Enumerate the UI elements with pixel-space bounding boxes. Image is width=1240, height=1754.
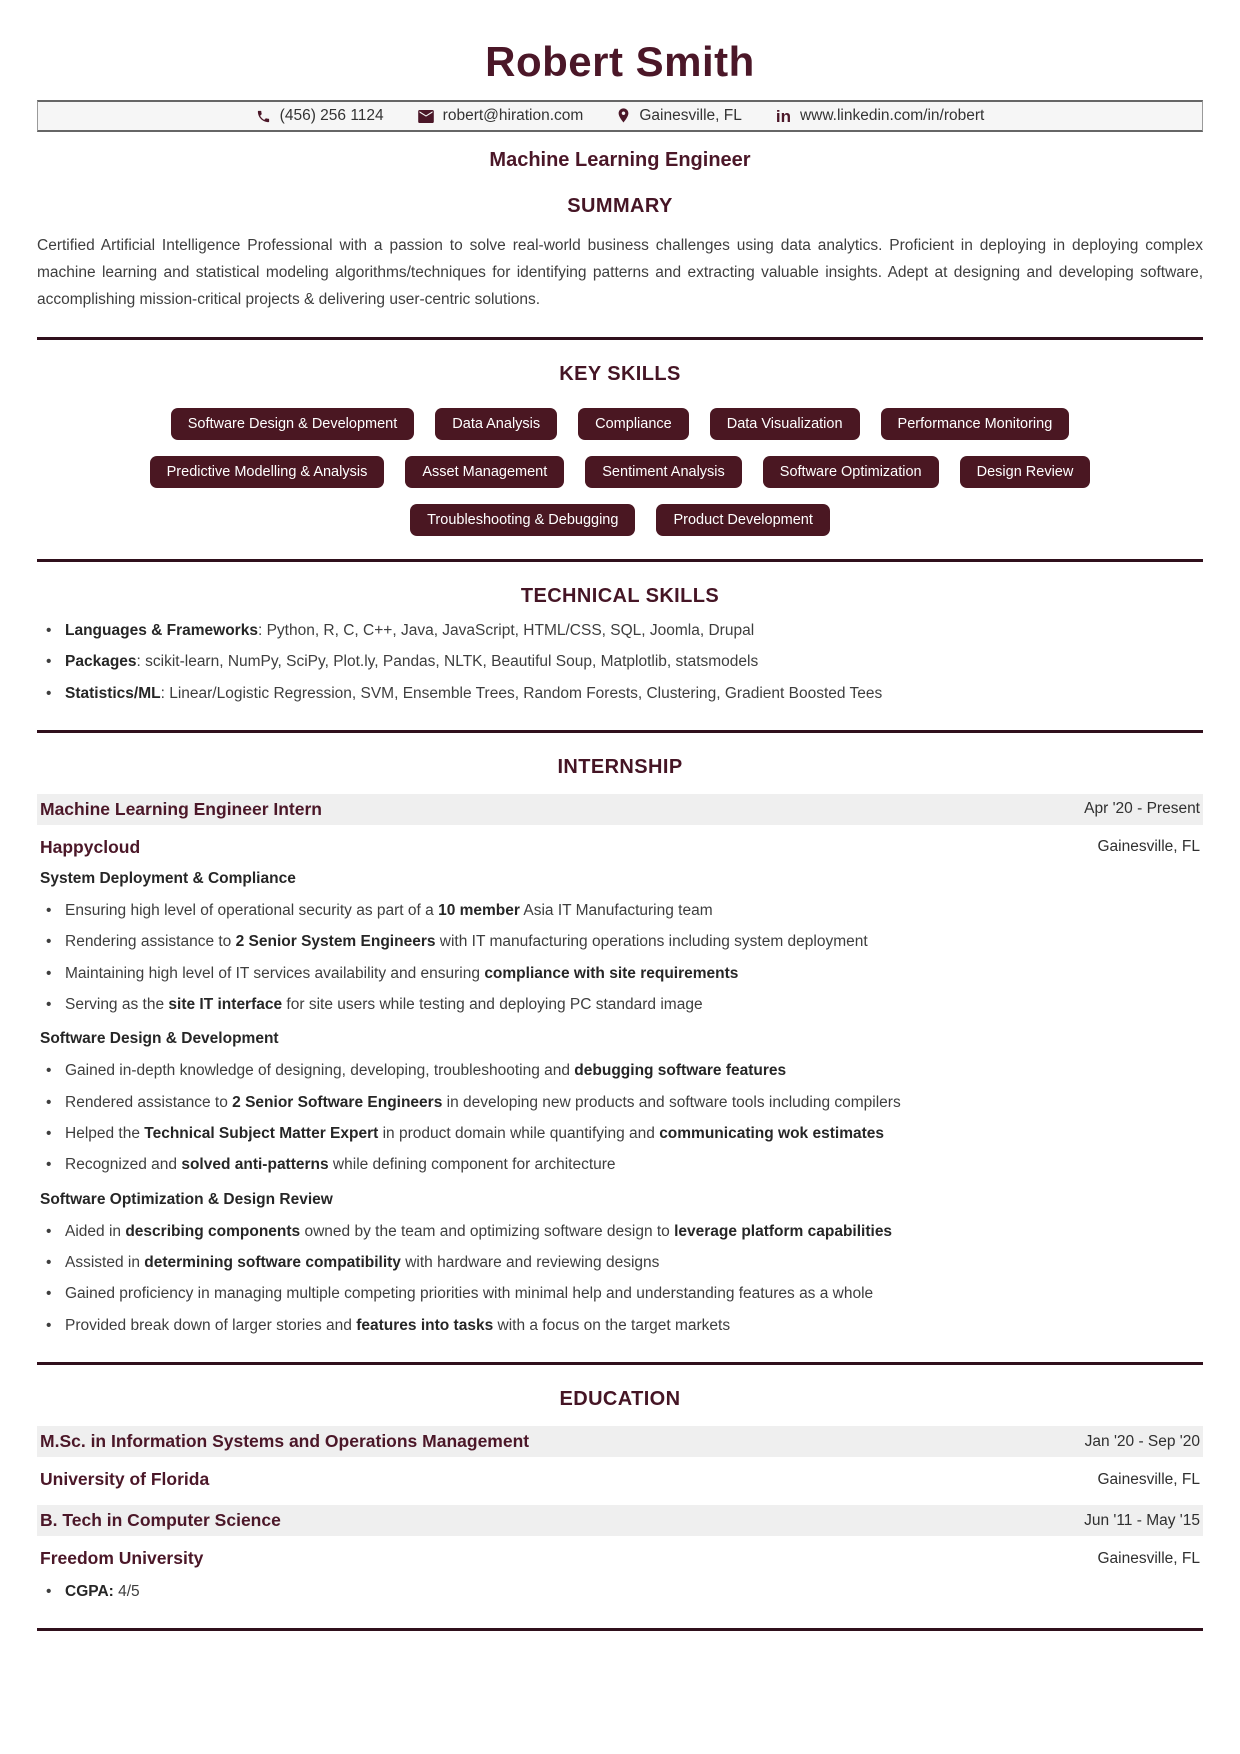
contact-email	[418, 107, 584, 125]
skill-pill: Data Analysis	[435, 408, 557, 440]
technical-skill-item	[37, 649, 1203, 675]
bullet-text: Recognized and solved anti-patterns while defining component for architecture	[65, 1156, 616, 1174]
bullet-text: Ensuring high level of operational security as part of a 10 member Asia IT Manufacturing team	[65, 901, 713, 919]
education-dates: Jan '20 - Sep '20	[1084, 1432, 1200, 1450]
education-school-row	[37, 1469, 1203, 1490]
bullet-text: Helped the Technical Subject Matter Expert in product domain while quantifying and communicating wok estimates	[65, 1125, 884, 1142]
skill-pill: Product Development	[656, 504, 829, 536]
technical-skill-text: Statistics/ML: Linear/Logistic Regression, SVM, Ensemble Trees, Random Forests, Clustering, Gradient Boosted Tees	[65, 684, 883, 702]
contact-email-text: robert@hiration.com	[442, 107, 584, 124]
contact-phone-text: (456) 256 1124	[279, 107, 384, 124]
technical-skill-item	[37, 681, 1203, 707]
contact-phone	[256, 107, 384, 125]
phone-icon	[256, 109, 271, 124]
job-title: Machine Learning Engineer	[489, 149, 751, 171]
bullet-text: Rendering assistance to 2 Senior System Engineers with IT manufacturing operations including system deployment	[65, 933, 868, 951]
location-pin-icon	[617, 108, 630, 124]
envelope-icon	[418, 110, 434, 123]
cgpa-item	[37, 1579, 1203, 1605]
linkedin-icon: in	[775, 106, 791, 126]
bullet-item	[37, 1121, 1203, 1147]
skill-pill: Design Review	[960, 456, 1091, 488]
bullet-item	[37, 898, 1203, 924]
internship-group-bullets-2	[37, 1058, 1203, 1178]
key-skills-row-2	[37, 456, 1203, 488]
skill-pill: Predictive Modelling & Analysis	[150, 456, 385, 488]
contact-linkedin-text: www.linkedin.com/in/robert	[799, 107, 985, 124]
internship-role: Machine Learning Engineer Intern	[40, 798, 322, 819]
section-divider	[37, 337, 1203, 340]
technical-skills-list	[37, 618, 1203, 707]
contact-linkedin	[776, 107, 984, 125]
education-degree-row	[37, 1426, 1203, 1457]
technical-skills-section-heading: TECHNICAL SKILLS	[520, 584, 720, 607]
bullet-item	[37, 1313, 1203, 1339]
bullet-text: Rendered assistance to 2 Senior Software Engineers in developing new products and software tools including compilers	[65, 1093, 901, 1111]
bullet-text: Gained in-depth knowledge of designing, developing, troubleshooting and debugging software features	[65, 1062, 787, 1080]
internship-group-bullets-3	[37, 1219, 1203, 1339]
bullet-text: Provided break down of larger stories and features into tasks with a focus on the target markets	[65, 1316, 731, 1334]
bullet-text: Assisted in determining software compatibility with hardware and reviewing designs	[65, 1254, 660, 1272]
bottom-divider	[37, 1628, 1203, 1631]
education-school: Freedom University	[40, 1548, 204, 1569]
internship-section-heading: INTERNSHIP	[557, 755, 683, 778]
key-skills-row-3	[37, 504, 1203, 536]
key-skills-section-heading: KEY SKILLS	[559, 362, 681, 385]
skill-pill: Asset Management	[405, 456, 564, 488]
bullet-item	[37, 961, 1203, 987]
internship-dates: Apr '20 - Present	[1084, 800, 1200, 818]
contact-location-text: Gainesville, FL	[639, 107, 742, 124]
skill-pill: Compliance	[578, 408, 689, 440]
education-location: Gainesville, FL	[1097, 1549, 1200, 1567]
bullet-text: Maintaining high level of IT services availability and ensuring compliance with site requirements	[65, 964, 739, 982]
education-section-heading: EDUCATION	[559, 1388, 681, 1411]
education-dates: Jun '11 - May '15	[1084, 1511, 1200, 1529]
internship-company-row	[37, 837, 1203, 858]
education-degree-row	[37, 1505, 1203, 1536]
candidate-name: Robert Smith	[485, 38, 755, 85]
bullet-item	[37, 1250, 1203, 1276]
bullet-item	[37, 1090, 1203, 1116]
bullet-text: Serving as the site IT interface for site users while testing and deploying PC standard image	[65, 995, 703, 1013]
contact-bar	[37, 100, 1203, 132]
internship-location: Gainesville, FL	[1097, 838, 1200, 856]
bullet-text: Gained proficiency in managing multiple competing priorities with minimal help and understanding features as a whole	[65, 1285, 874, 1303]
skill-pill: Software Optimization	[763, 456, 939, 488]
skill-pill: Performance Monitoring	[881, 408, 1070, 440]
bullet-item	[37, 1281, 1203, 1307]
skill-pill: Sentiment Analysis	[585, 456, 742, 488]
technical-skill-text: Languages & Frameworks: Python, R, C, C++, Java, JavaScript, HTML/CSS, SQL, Joomla, Drupal	[65, 621, 755, 639]
internship-group-heading-3: Software Optimization & Design Review	[40, 1190, 333, 1208]
education-school: University of Florida	[40, 1469, 210, 1490]
education-school-row	[37, 1548, 1203, 1569]
internship-group-bullets-1	[37, 898, 1203, 1018]
internship-company: Happycloud	[40, 836, 141, 857]
technical-skill-text: Packages: scikit-learn, NumPy, SciPy, Plot.ly, Pandas, NLTK, Beautiful Soup, Matplotlib, statsmodels	[65, 653, 759, 671]
bullet-item	[37, 992, 1203, 1018]
education-degree: M.Sc. in Information Systems and Operations Management	[40, 1431, 530, 1452]
technical-skill-item	[37, 618, 1203, 644]
bullet-item	[37, 929, 1203, 955]
bullet-text: Aided in describing components owned by the team and optimizing software design to leverage platform capabilities	[65, 1222, 893, 1240]
education-entries	[37, 1426, 1203, 1569]
internship-role-row	[37, 794, 1203, 825]
summary-section-heading: SUMMARY	[567, 195, 673, 217]
bullet-item	[37, 1219, 1203, 1245]
bullet-item	[37, 1152, 1203, 1178]
bullet-item	[37, 1058, 1203, 1084]
summary-text: Certified Artificial Intelligence Professional with a passion to solve real-world business challenges using data analytics. Proficient in deploying in deploying complex machine learning and statistical modeling algorithms/techniques for identifying patterns and extracting valuable insights. Adept at designing and developing software, accomplishing mission-critical projects & delivering user-centric solutions.	[37, 237, 1203, 308]
internship-group-heading-2: Software Design & Development	[40, 1030, 279, 1048]
skill-pill: Data Visualization	[710, 408, 860, 440]
section-divider	[37, 730, 1203, 733]
contact-location	[617, 107, 742, 125]
skill-pill: Software Design & Development	[171, 408, 415, 440]
internship-group-heading-1: System Deployment & Compliance	[40, 869, 296, 887]
section-divider	[37, 559, 1203, 562]
education-location: Gainesville, FL	[1097, 1470, 1200, 1488]
education-degree: B. Tech in Computer Science	[40, 1510, 281, 1531]
skill-pill: Troubleshooting & Debugging	[410, 504, 635, 536]
cgpa-text: CGPA: 4/5	[65, 1583, 140, 1601]
section-divider	[37, 1362, 1203, 1365]
education-cgpa-list	[37, 1579, 1203, 1605]
key-skills-row-1	[37, 408, 1203, 440]
